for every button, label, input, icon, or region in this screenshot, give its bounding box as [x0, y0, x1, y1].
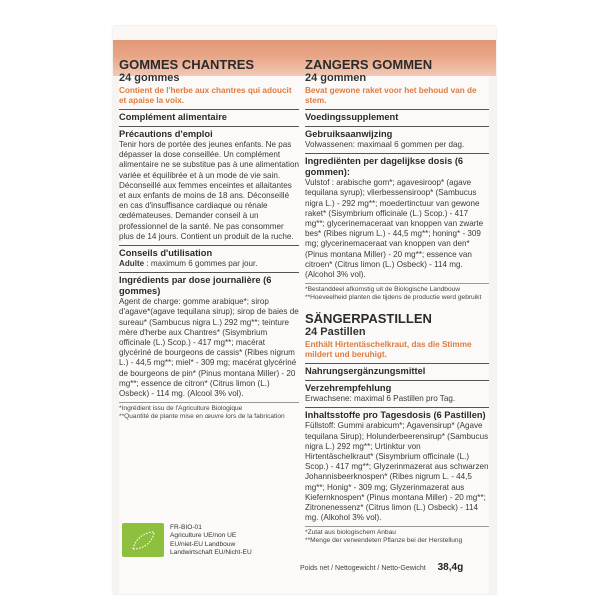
nl-ingredients: Vulstof : arabische gom*; agavesiroop* (agave tequilana syrup); vlierbessensiroop* (Sambucus nigra L.) - 292 mg**; moedertinctuur van gewone raket* (Sisymbrium officinale (L.) Scop.) - 417 mg**; glycerinemaceraat van knoppen van zwarte bes* (Ribes nigrum L.) - 44,5 mg**; honing* - 309 mg; glycerinemaceraat van knoppen van den* (Pinus montana Miller) - 20 mg**; essence van citroen* (Citrus limon (L.) Osbeck) - 114 mg. (Alcohol 3% vol).	[305, 178, 484, 280]
de-note-plant: **Menge der verwendeten Pflanze bei der Herstellung	[305, 537, 463, 545]
nl-usage-heading: Gebruiksaanwijzing	[305, 129, 393, 139]
organic-origin-text: FR-BIO-01 Agriculture UE/non UE EU/niet-EU Landbouw Landwirtschaft EU/Nicht-EU	[170, 524, 300, 557]
organic-code: FR-BIO-01	[170, 524, 202, 531]
de-count: 24 Pastillen	[305, 326, 366, 339]
nl-note-organic: *Bestanddeel afkomstig uit de Biologische Landbouw	[305, 286, 461, 294]
de-ingredients-heading: Inhaltsstoffe pro Tagesdosis (6 Pastillen)	[305, 410, 486, 421]
fr-note-organic: *Ingrédient issu de l'Agriculture Biologique	[119, 405, 243, 413]
nl-category: Voedingssupplement	[305, 112, 399, 122]
fr-ingredients-heading: Ingrédients par dose journalière (6 gommes)	[119, 275, 272, 297]
eu-organic-leaf-icon	[122, 523, 164, 557]
fr-claim: Contient de l'herbe aux chantres qui adoucit et apaise la voix.	[119, 86, 292, 105]
fr-count: 24 gommes	[119, 72, 180, 84]
fr-usage: Adulte : maximum 6 gommes par jour.	[119, 259, 258, 269]
de-title: SÄNGERPASTILLEN	[305, 311, 432, 327]
de-ingredients: Füllstoff: Gummi arabicum*; Agavensirup* (Agave tequilana Sirup); Holunderbeerensirup* (Sambucus nigra L.) 292 mg**; Urtinktur von Hirtentäschelkraut* (Sisymbrium officinale (L.) Scop.) - 417 mg**; Glyzerinmazerat aus schwarzen Johannisbeerknospen* (Ribes nigrum L. - 44,5 mg**; Honig* - 309 mg; Glyzerinmazerat aus Kiefernknospen* (Pinus montana Miller) - 20 mg**; Zitronenessenz* (Citrus limon (L.) Osbeck) - 114 mg. (Alkohol 3% vol).	[305, 421, 489, 523]
de-note-organic: *Zutat aus biologischem Anbau	[305, 529, 396, 537]
nl-count: 24 gommen	[305, 72, 367, 84]
fr-ingredients: Agent de charge: gomme arabique*; sirop d'agave*(agave tequilana sirup); sirop de baies de sureau* (Sambucus nigra L.) 292 mg**; teinture mère d'herbe aux Chantres* (Sisymbrium officinale (L.) Scop.) - 417 mg**; macérat glycériné de bourgeons de cassis* (Ribes nigrum L.) - 44,5 mg**; miel* - 309 mg; macérat glycériné de bourgeons de pin* (Pinus montana Miller) - 20 mg**; essence de citron* (Citrus limon (L.) Osbeck) - 114 mg. (Alcool 3% vol).	[119, 297, 299, 399]
nl-title: ZANGERS GOMMEN	[305, 57, 433, 72]
de-claim: Enthält Hirtentäschelkraut, das die Stimme mildert und beruhigt.	[305, 340, 472, 360]
fr-note-plant: **Quantité de plante mise en œuvre lors de la fabrication	[119, 413, 285, 421]
fr-title: GOMMES CHANTRES	[119, 57, 255, 72]
net-weight-value: 38,4g	[437, 562, 464, 573]
nl-usage: Volwassenen: maximaal 6 gommen per dag.	[305, 140, 465, 149]
french-column	[119, 58, 299, 421]
dutch-german-column	[305, 58, 489, 545]
nl-ingredients-heading: Ingrediënten per dagelijkse dosis (6 gommen):	[305, 156, 464, 178]
net-weight	[300, 562, 463, 573]
nl-claim: Bevat gewone raket voor het behoud van de stem.	[305, 86, 477, 105]
fr-precautions-heading: Précautions d'emploi	[119, 129, 213, 139]
net-weight-label: Poids net / Nettogewicht / Netto-Gewicht	[300, 565, 426, 572]
fr-category: Complément alimentaire	[119, 112, 227, 122]
de-usage-heading: Verzehrempfehlung	[305, 383, 392, 394]
fr-precautions: Tenir hors de portée des jeunes enfants. Ne pas dépasser la dose conseillée. Un complément alimentaire ne se substitue pas à une alimentation variée et équilibrée et à un mode de vie sain. Déconseillé aux femmes enceintes et allaitantes et aux enfants de moins de 18 ans. Déconseillé en cas d'insuffisance cardiaque ou rénale œdémateuses. Demander conseil à un professionnel de la santé. Ne pas consommer plus de 14 jours. Contient un produit de la ruche.	[119, 140, 299, 241]
fr-usage-heading: Conseils d'utilisation	[119, 248, 213, 259]
nl-note-plant: **Hoeveelheid planten die tijdens de productie werd gebruikt	[305, 294, 482, 302]
de-usage: Erwachsene: maximal 6 Pastillen pro Tag.	[305, 394, 456, 404]
de-category: Nahrungsergänzungsmittel	[305, 366, 426, 377]
